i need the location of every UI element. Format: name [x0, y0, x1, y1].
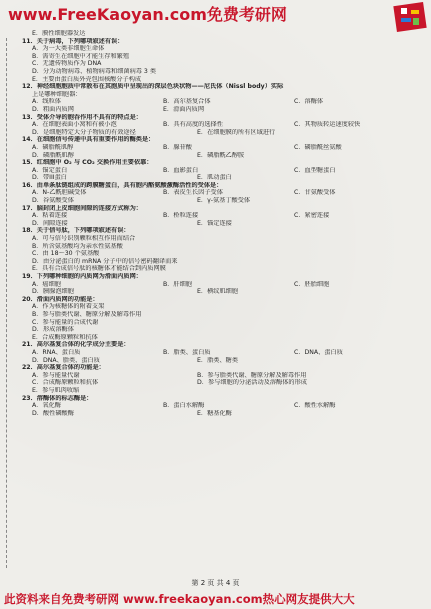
question-stem: 20．滑面内质网的功能是： — [22, 295, 99, 303]
option-item: D．是细胞特定大分子物质的有效途径 — [32, 128, 136, 136]
option-item — [294, 106, 425, 114]
option-item: D．DNA、脂类、蛋白质 — [32, 356, 100, 364]
site-logo-icon — [393, 0, 427, 34]
option-row — [20, 357, 425, 365]
option-item: C．甘氨酸受体 — [294, 189, 336, 197]
option-item: D．谷氨酸受体 — [32, 197, 74, 205]
option-item: D．间隙连接 — [32, 219, 68, 227]
option-item: D．参与细胞的分泌活动及溶酶体的形成 — [197, 379, 307, 387]
option-item: E．滑面内质网 — [163, 105, 205, 113]
option-item: D．磷脂酰肌醇 — [32, 151, 74, 159]
option-row — [20, 129, 425, 137]
option-item: A．N-乙酰胆碱受体 — [32, 189, 87, 197]
bottom-banner — [0, 589, 431, 609]
page-number: 第 2 页 共 4 页 — [191, 579, 240, 587]
question-list — [20, 30, 425, 417]
option-item: A．参与能量代谢 — [32, 371, 80, 379]
question-stem: 19．下列哪种细胞的内质网为滑面内质网： — [22, 273, 142, 280]
option-row — [20, 372, 425, 380]
option-item: A．氧化酶 — [32, 402, 61, 410]
option-item: C．胚胎细胞 — [294, 280, 330, 288]
option-item: E．γ-氨基丁酸受体 — [197, 197, 251, 205]
bottom-banner-text[interactable]: 此资料来自免费考研网 www.freekaoyan.com热心网友提供大大 — [4, 592, 355, 606]
option-item: C．血型糖蛋白 — [294, 166, 336, 174]
option-item: E．在细胞膜的所有区域进行 — [197, 128, 276, 136]
option-line: D．形成溶酶体 — [32, 326, 74, 334]
question-stem: 16．由单条肽链组成的跨膜糖蛋白，具有胞内酪氨酸激酶活性的受体是： — [22, 181, 223, 189]
option-line: E．合成酶原颗粒和抗体 — [32, 333, 98, 341]
option-line: E．具有合成信号肽的核糖体才能结合到内质网膜 — [32, 265, 166, 273]
option-item: B．腺苷酸 — [163, 143, 192, 151]
option-item: C．酸性水解酶 — [294, 402, 336, 410]
question-stem: 22．高尔基复合体的功能是： — [22, 364, 105, 372]
question-stem: 17．脑封闭上皮细胞间隙的连接方式称为： — [22, 204, 142, 212]
option-item: E．肌动蛋白 — [197, 174, 232, 182]
option-item: D．酸性磷酸酶 — [32, 409, 74, 417]
option-line: C．无遗传物质作为 DNA — [32, 60, 102, 68]
option-item: B．具有高度的选择性 — [163, 121, 223, 129]
option-item: E．脂类、糖类 — [197, 356, 239, 364]
option-row — [20, 379, 425, 387]
option-item: C．DNA、蛋白质 — [294, 348, 343, 356]
option-row — [20, 410, 425, 418]
option-item: B．蛋白水解酶 — [163, 402, 205, 410]
option-item: A．RNA、蛋白质 — [32, 348, 81, 356]
option-row — [20, 281, 425, 289]
option-item: B．高尔基复合体 — [163, 98, 211, 106]
option-line: 上是哪种细胞器： — [32, 90, 82, 98]
option-item: D．带III蛋白 — [32, 174, 67, 182]
question-stem: 12．神经细胞胞质中常散布在其胞质中呈现出的深层色块状物——尼氏体（Nissl body）实际 — [22, 83, 284, 91]
question-stem: 13．受体介导的胞吞作用不具有的特点是： — [22, 113, 142, 121]
option-row — [20, 212, 425, 220]
option-item: A．锚定蛋白 — [32, 166, 68, 174]
option-row — [20, 174, 425, 182]
option-row — [20, 98, 425, 106]
binding-edge — [6, 38, 8, 568]
option-item: B．表皮生长因子受体 — [163, 189, 223, 197]
option-item: B．桥粒连接 — [163, 212, 199, 220]
option-line: A．作为核糖体的附着支架 — [32, 303, 105, 311]
option-item: B．脂类、蛋白质 — [163, 348, 211, 356]
question-stem: 21．高尔基复合体的化学成分主要是： — [22, 341, 130, 349]
option-item: E．糖基化酶 — [197, 409, 232, 417]
option-item: B．血影蛋白 — [163, 166, 199, 174]
option-line: D．由分泌蛋白的 mRNA 分子中的信号密码翻译而来 — [32, 257, 178, 265]
option-row — [20, 121, 425, 129]
option-row — [20, 167, 425, 175]
option-line: B．需寄生在细胞中才能生存和繁殖 — [32, 52, 130, 60]
question-stem: 18．关于信号肽，下列哪项叙述有误： — [22, 227, 130, 235]
option-item: E．锚定连接 — [197, 219, 232, 227]
option-item: E．横纹肌细胞 — [197, 288, 239, 296]
option-line: E．膜性细胞器发达 — [32, 30, 86, 37]
option-row — [20, 144, 425, 152]
option-line: B．所含氨基酸均为亲水性氨基酸 — [32, 242, 123, 250]
option-line: C．由 18～30 个氨基酸 — [32, 250, 100, 258]
option-item: C．溶酶体 — [294, 98, 324, 106]
question-stem: 11．关于病毒，下列哪项叙述有误： — [22, 37, 124, 45]
site-banner — [0, 0, 431, 28]
option-item: C．紧密连接 — [294, 212, 330, 220]
option-row — [20, 220, 425, 228]
option-row — [20, 402, 425, 410]
option-item: E．磷脂酰乙醇胺 — [197, 151, 245, 159]
option-line: E．参与肌肉收缩 — [32, 386, 80, 394]
option-line: B．参与脂类代谢、糖原分解及解毒作用 — [32, 310, 142, 318]
question-stem: 14．在细胞信号传递中具有重要作用的酶类是： — [22, 136, 155, 144]
option-row — [20, 106, 425, 114]
option-line: A．为一大类非细胞生命体 — [32, 45, 105, 53]
option-item: C．磷脂酰丝氨酸 — [294, 143, 342, 151]
option-line: A．可与信号识别颗粒相互作用而结合 — [32, 235, 136, 243]
option-item: D．粗面内质网 — [32, 105, 74, 113]
site-banner-text[interactable]: www.FreeKaoyan.com免费考研网 — [8, 5, 287, 24]
question-stem: 15．红细胞中 O₂ 与 CO₂ 交换作用主要依靠： — [22, 159, 153, 167]
option-line: E．主要由蛋白质外壳包围核酸分子构成 — [32, 75, 142, 83]
option-item: C．合成酶原颗粒和抗体 — [32, 379, 99, 387]
option-row — [20, 349, 425, 357]
option-line: C．参与能量的合成代谢 — [32, 318, 99, 326]
option-row — [20, 288, 425, 296]
option-item: D．胰腺泡细胞 — [32, 288, 74, 296]
option-row — [20, 189, 425, 197]
question-stem: 23．溶酶体的标志酶是： — [22, 394, 93, 402]
option-item: A．磷脂酰肌醇 — [32, 143, 74, 151]
option-item: A．癌细胞 — [32, 280, 61, 288]
option-row — [20, 197, 425, 205]
option-item: A．粘着连接 — [32, 212, 68, 220]
option-item: A．在细胞表面小窝和有被小泡 — [32, 121, 117, 129]
option-item: B．肝细胞 — [163, 280, 192, 288]
option-row — [20, 152, 425, 160]
option-item: A．线粒体 — [32, 98, 61, 106]
option-item: C．其物质转运速度较快 — [294, 121, 361, 129]
option-item: B．参与脂类代谢、糖原分解及解毒作用 — [197, 371, 307, 379]
option-line: D．分为动物病毒、植物病毒和细菌病毒 3 类 — [32, 67, 157, 75]
